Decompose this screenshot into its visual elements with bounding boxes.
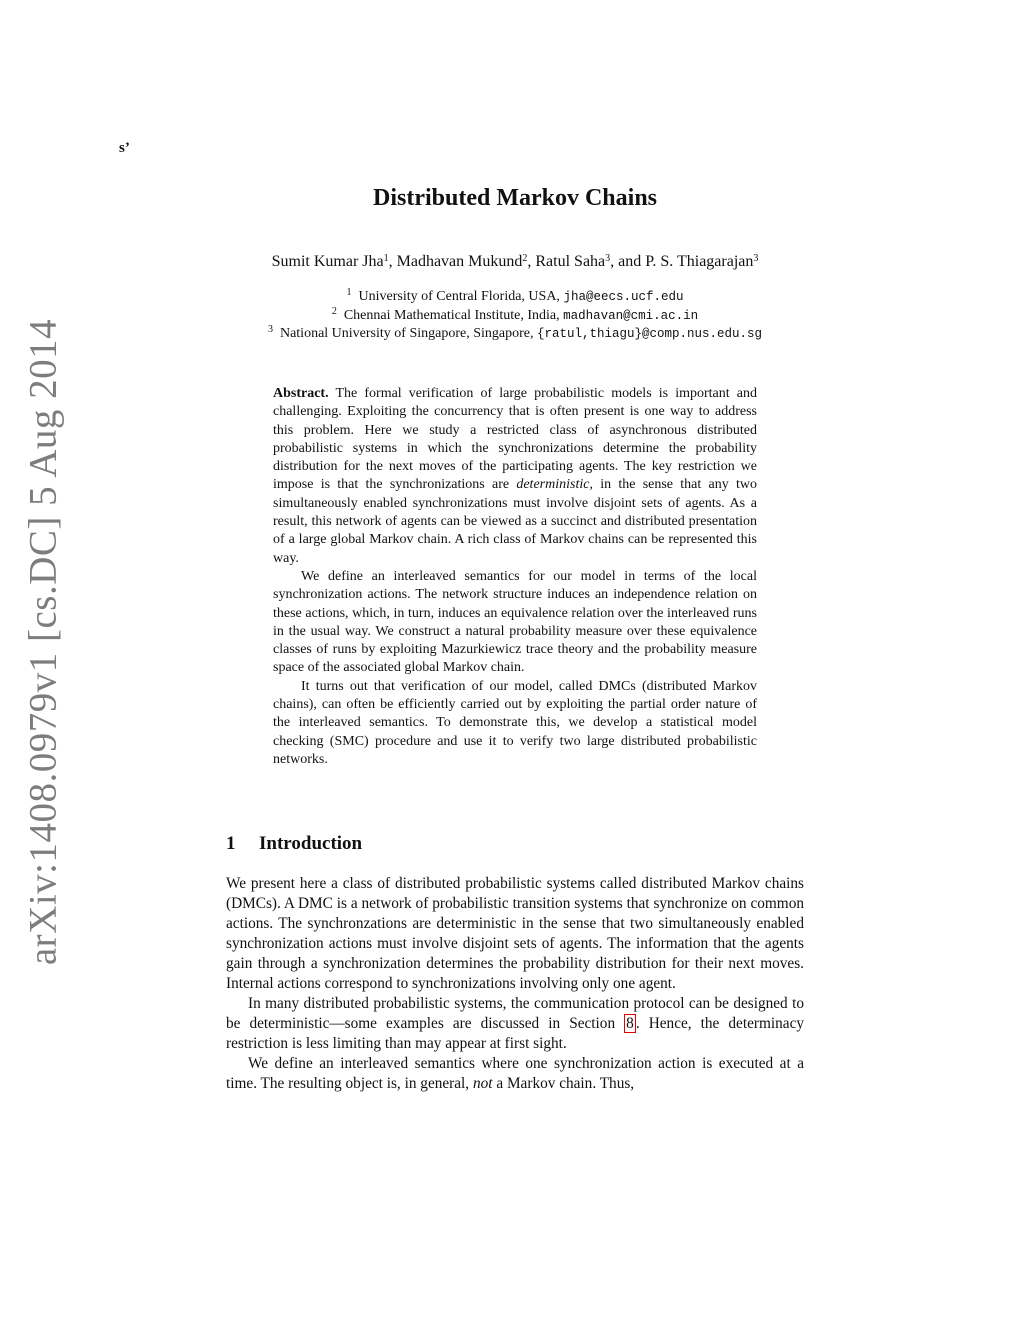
affiliation-line [0, 307, 1024, 326]
body-text: In many distributed probabilistic systems, the communication protocol can be designed to be deterministic—some examples are discussed in Section [226, 995, 804, 1032]
author-affil-mark: 3 [753, 253, 759, 264]
paper-title: Distributed Markov Chains [372, 185, 658, 211]
affil-email: {ratul,thiagu}@comp.nus.edu.sg [536, 327, 763, 341]
body-paragraph [226, 1054, 804, 1094]
body-paragraph: We present here a class of distributed probabilistic systems called distributed Markov chains (DMCs). A DMC is a network of probabilistic transition systems that synchronize on common actions. The synchronzations are deterministic in the sense that two simultaneously enabled synchronization actions must involve disjoint sets of agents. The information that the agents gain through a synchronization determines the probability distribution for their next moves. Internal actions correspond to synchronizations involving only one agent. [226, 875, 804, 992]
section-reference-link[interactable]: 8 [626, 1015, 634, 1032]
author-affil-mark: 2 [522, 253, 528, 264]
author-affil-mark: 3 [605, 253, 611, 264]
section-number: 1 [226, 833, 236, 854]
arxiv-identifier: arXiv:1408.0979v1 [cs.DC] 5 Aug 2014 [21, 318, 65, 966]
abstract-paragraph: It turns out that verification of our model, called DMCs (distributed Markov chains), can often be efficiently carried out by exploiting the partial order nature of the interleaved semantics. To demonstrate this, we develop a statistical model checking (SMC) procedure and use it to verify two large distributed probabilistic networks. [273, 678, 757, 767]
author-separator: , and [610, 253, 646, 270]
author-name: Ratul Saha [535, 253, 606, 270]
abstract-paragraph [273, 385, 757, 568]
author-separator: , [388, 253, 397, 270]
affil-institution: National University of Singapore, Singapore, [279, 326, 537, 341]
author-list [0, 253, 1024, 271]
affiliation-list [0, 288, 1024, 344]
body-text: We define an interleaved semantics where one synchronization action is executed at a time. The resulting object is, in general, [226, 1055, 804, 1092]
affil-email: jha@eecs.ucf.edu [563, 290, 684, 304]
affil-institution: Chennai Mathematical Institute, India, [343, 307, 564, 323]
affiliation-line [0, 288, 1024, 307]
author-name: Sumit Kumar Jha [271, 253, 384, 270]
abstract-text: , in the sense that any two simultaneously enabled synchronizations must involve disjoint sets of agents. As a result, this network of agents can be viewed as a succinct and distributed presentation of a large global Markov chain. A rich class of Markov chains can be represented this way. [273, 477, 757, 566]
section-heading [226, 833, 362, 855]
abstract-text: The formal verification of large probabilistic models is important and challenging. Exploiting the concurrency that is often present is one way to address this problem. Here we study a restricted class of asynchronous distributed probabilistic systems in which the synchronizations determine the probability distribution for the next moves of the participating agents. The key restriction we impose is that the synchronizations are [273, 386, 757, 493]
abstract [273, 385, 757, 769]
author-separator: , [527, 253, 536, 270]
affil-email: madhavan@cmi.ac.in [563, 308, 699, 323]
introduction-body [226, 874, 804, 1094]
affiliation-line [0, 325, 1024, 344]
abstract-label: Abstract. [273, 386, 329, 401]
author-affil-mark: 1 [383, 253, 389, 264]
abstract-paragraph: We define an interleaved semantics for our model in terms of the local synchronization actions. The network structure induces an independence relation on these actions, which, in turn, induces an equivalence relation over the interleaved runs in the usual way. We construct a natural probability measure over these equivalence classes of runs by exploiting Mazurkiewicz trace theory and the probability measure space of the associated global Markov chain. [273, 568, 757, 676]
affil-mark: 3 [267, 324, 273, 335]
author-name: P. S. Thiagarajan [645, 253, 754, 270]
body-paragraph [226, 994, 804, 1054]
abstract-emphasis: deterministic [516, 477, 590, 493]
affil-institution: University of Central Florida, USA, [358, 289, 564, 304]
author-name: Madhavan Mukund [396, 253, 523, 270]
affil-mark: 2 [331, 305, 337, 317]
body-text: . Hence, the determinacy restriction is less limiting than may appear at first sight. [226, 1015, 805, 1052]
affil-mark: 1 [346, 287, 352, 298]
body-emphasis: not [472, 1075, 493, 1092]
body-text: a Markov chain. Thus, [492, 1075, 635, 1092]
section-title: Introduction [259, 833, 363, 854]
corner-mark: s’ [119, 140, 130, 156]
